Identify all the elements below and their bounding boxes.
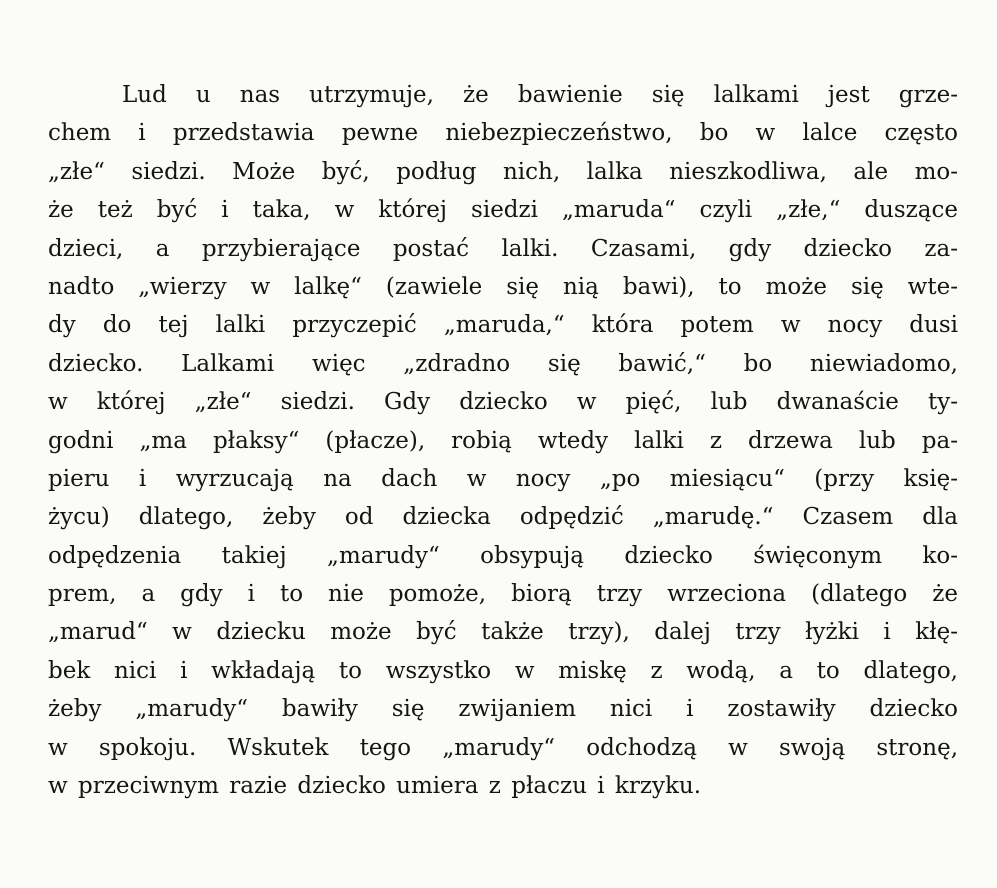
text-line: chem i przedstawia pewne niebezpieczeństwo, bo w lalce często <box>48 120 958 147</box>
text-line: dzieci, a przybierające postać lalki. Czasami, gdy dziecko za- <box>48 235 958 262</box>
text-line: Lud u nas utrzymuje, że bawienie się lalkami jest grze- <box>122 82 958 108</box>
text-line: dziecko. Lalkami więc „zdradno się bawić,“ bo niewiadomo, <box>48 350 958 377</box>
text-line: prem, a gdy i to nie pomoże, biorą trzy wrzeciona (dlatego że <box>48 581 958 608</box>
text-line: dy do tej lalki przyczepić „maruda,“ która potem w nocy dusi <box>48 312 958 339</box>
text-line: „złe“ siedzi. Może być, podług nich, lalka nieszkodliwa, ale mo- <box>48 158 958 185</box>
text-line: w spokoju. Wskutek tego „marudy“ odchodzą w swoją stronę, <box>48 734 958 761</box>
text-line: godni „ma płaksy“ (płacze), robią wtedy lalki z drzewa lub pa- <box>48 427 958 454</box>
text-line: w której „złe“ siedzi. Gdy dziecko w pięć, lub dwanaście ty- <box>48 389 958 416</box>
text-line: „marud“ w dziecku może być także trzy), dalej trzy łyżki i kłę- <box>48 619 958 646</box>
text-line: życu) dlatego, żeby od dziecka odpędzić „marudę.“ Czasem dla <box>48 504 958 531</box>
body-paragraph <box>48 76 958 805</box>
text-line: żeby „marudy“ bawiły się zwijaniem nici i zostawiły dziecko <box>48 696 958 723</box>
text-line: bek nici i wkładają to wszystko w miskę z wodą, a to dlatego, <box>48 657 958 684</box>
text-line: odpędzenia takiej „marudy“ obsypują dziecko święconym ko- <box>48 542 958 569</box>
text-line: że też być i taka, w której siedzi „maruda“ czyli „złe,“ duszące <box>48 197 958 224</box>
text-line: w przeciwnym razie dziecko umiera z płaczu i krzyku. <box>48 773 702 800</box>
text-line: nadto „wierzy w lalkę“ (zawiele się nią bawi), to może się wte- <box>48 273 958 300</box>
text-line: pieru i wyrzucają na dach w nocy „po miesiącu“ (przy księ- <box>48 465 958 492</box>
